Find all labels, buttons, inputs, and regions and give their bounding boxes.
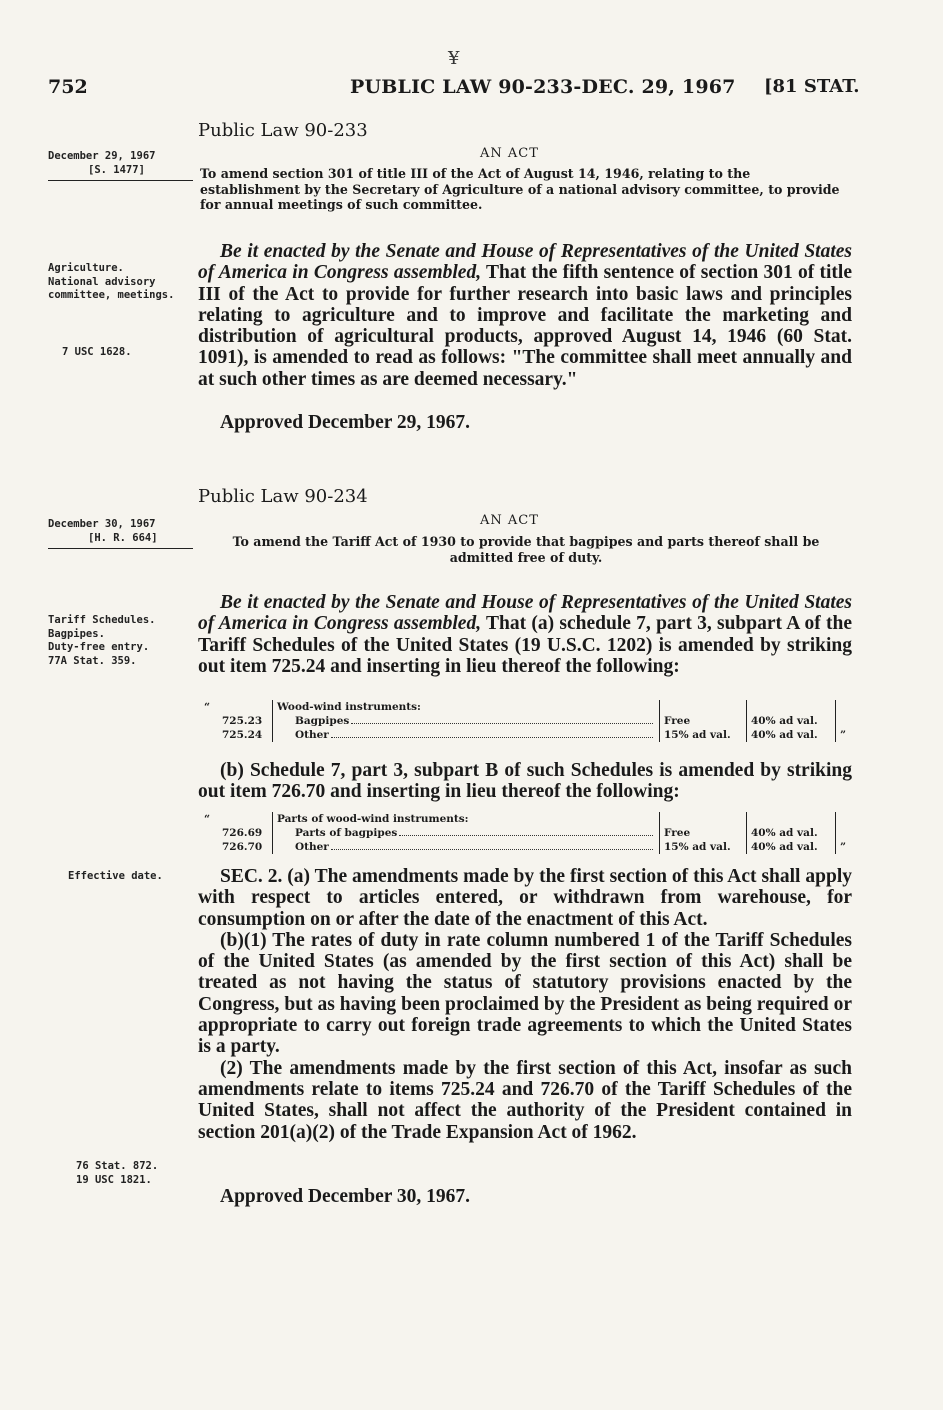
- item-number: 725.24: [218, 728, 273, 742]
- law2-section-2: [198, 866, 852, 1143]
- close-quote: ”: [840, 841, 847, 853]
- law2-approved: Approved December 30, 1967.: [220, 1186, 471, 1207]
- rate-column-2: 40% ad val.: [747, 728, 836, 742]
- law2-para-b: (b) Schedule 7, part 3, subpart B of such Schedules is amended by striking out item 726.70 and inserting in lieu thereof the following:: [198, 760, 852, 803]
- rate-column-2: 40% ad val.: [747, 826, 836, 840]
- schedule-table-2: [200, 812, 852, 854]
- rate-column-1: Free: [660, 826, 747, 840]
- law2-date: December 30, 1967: [48, 518, 156, 530]
- item-number: 726.69: [218, 826, 273, 840]
- law2-enact-text: That (a) schedule 7, part 3, subpart A of the Tariff Schedules of the United States (19 U.S.C. 1202) is amended by striking out item 725.24 and inserting in lieu thereof the following:: [198, 613, 852, 677]
- law1-enacting-clause: Be it enacted by the Senate and House of Representatives of the United States of America in Congress assembled,: [198, 241, 852, 284]
- law2-title: Public Law 90-234: [198, 486, 368, 507]
- law2-bill: [H. R. 664]: [88, 532, 158, 544]
- open-quote: “: [204, 813, 211, 825]
- page-number: 752: [48, 76, 88, 98]
- table-row: [200, 840, 852, 854]
- law1-purpose: To amend section 301 of title III of the Act of August 14, 1946, relating to the establishment by the Secretary of Agriculture of a national advisory committee, to provide for annual meetings of such committee.: [200, 166, 840, 212]
- law1-bill: [S. 1477]: [88, 164, 145, 176]
- law2-an-act: AN ACT: [480, 513, 539, 528]
- law2-margin-rule: [48, 548, 193, 549]
- rate-column-1: 15% ad val.: [660, 728, 747, 742]
- law1-date: December 29, 1967: [48, 150, 156, 162]
- table-heading-row: [200, 700, 852, 714]
- law1-enact-text: That the fifth sentence of section 301 of title III of the Act to provide for further research into basic laws and principles relating to agriculture and to improve and facilitate the marketing and distribution of agricultural products, approved August 14, 1946 (60 Stat. 1091), is amended to read as follows: "The committee shall meet annually and at such other times as are deemed necessary.": [198, 262, 852, 390]
- law1-margin-cite: 7 USC 1628.: [62, 346, 132, 358]
- item-number: 725.23: [218, 714, 273, 728]
- law2-margin-cite: 76 Stat. 872. 19 USC 1821.: [76, 1160, 159, 1186]
- table-row: [200, 728, 852, 742]
- open-quote: “: [204, 701, 211, 713]
- item-description: Other: [295, 841, 329, 853]
- running-title: PUBLIC LAW 90-233-DEC. 29, 1967: [350, 76, 736, 98]
- rate-column-2: 40% ad val.: [747, 714, 836, 728]
- sec2-a: SEC. 2. (a) The amendments made by the first section of this Act shall apply with respect to articles entered, or withdrawn from warehouse, for consumption on or after the date of the enactment of this Act.: [198, 866, 852, 930]
- law1-margin-note: Agriculture. National advisory committee, meetings.: [48, 262, 175, 301]
- rate-column-1: Free: [660, 714, 747, 728]
- law2-body: [198, 592, 852, 677]
- item-number: 726.70: [218, 840, 273, 854]
- table-row: [200, 714, 852, 728]
- header-mark: ¥: [448, 48, 460, 69]
- item-description: Bagpipes: [295, 715, 350, 727]
- table-row: [200, 826, 852, 840]
- effective-date-note: Effective date.: [68, 870, 163, 882]
- sec2-b2: (2) The amendments made by the first section of this Act, insofar as such amendments relate to items 725.24 and 726.70 of the Tariff Schedules of the United States, shall not affect the authority of the President contained in section 201(a)(2) of the Trade Expansion Act of 1962.: [198, 1057, 852, 1143]
- law2-margin-note: Tariff Schedules. Bagpipes. Duty-free entry. 77A Stat. 359.: [48, 614, 156, 667]
- rate-column-2: 40% ad val.: [747, 840, 836, 854]
- law1-approved: Approved December 29, 1967.: [220, 412, 471, 433]
- sec2-b1: (b)(1) The rates of duty in rate column numbered 1 of the Tariff Schedules of the United States (as amended by the first section of this Act) shall be treated as not having the status of statutory provisions enacted by the Congress, but as having been proclaimed by the President as being required or appropriate to carry out foreign trade agreements to which the United States is a party.: [198, 929, 852, 1058]
- table-heading-row: [200, 812, 852, 826]
- close-quote: ”: [840, 729, 847, 741]
- rate-column-1: 15% ad val.: [660, 840, 747, 854]
- stat-reference: [81 STAT.: [764, 76, 860, 97]
- table-heading: Wood-wind instruments:: [273, 700, 660, 714]
- schedule-table-1: [200, 700, 852, 742]
- law2-purpose: To amend the Tariff Act of 1930 to provide that bagpipes and parts thereof shall be admitted free of duty.: [232, 534, 820, 565]
- law2-enacting-clause: Be it enacted by the Senate and House of Representatives of the United States of America in Congress assembled,: [198, 592, 852, 635]
- law1-body: [198, 241, 852, 390]
- table-heading: Parts of wood-wind instruments:: [273, 812, 660, 826]
- law1-margin-rule: [48, 180, 193, 181]
- law1-title: Public Law 90-233: [198, 120, 368, 141]
- law1-an-act: AN ACT: [480, 146, 539, 161]
- item-description: Other: [295, 729, 329, 741]
- item-description: Parts of bagpipes: [295, 827, 398, 839]
